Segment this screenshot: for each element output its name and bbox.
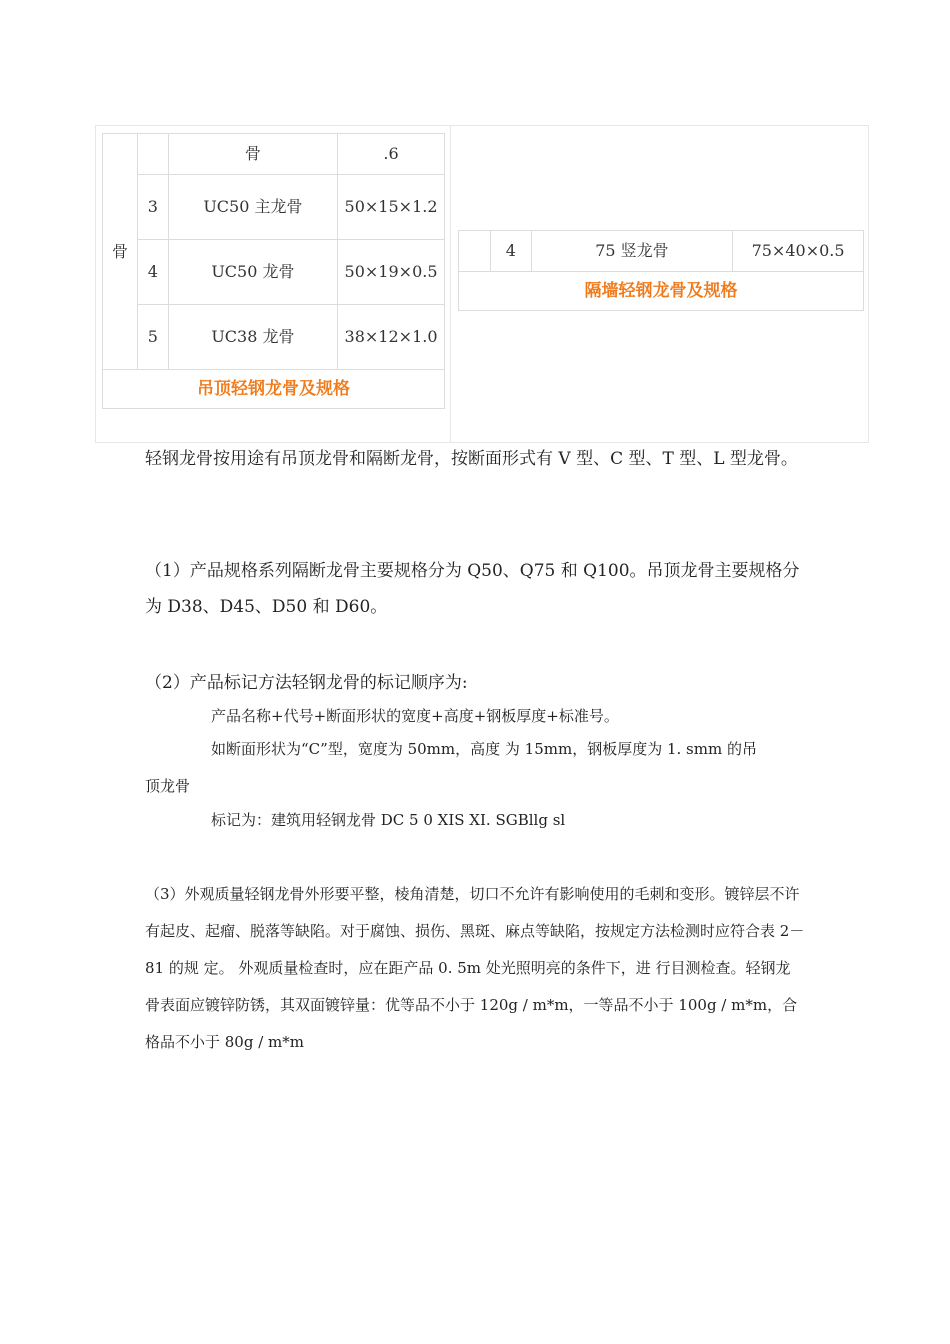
row-blank-cell xyxy=(459,231,491,272)
row-name-cell: UC38 龙骨 xyxy=(168,305,337,370)
table-caption: 吊顶轻钢龙骨及规格 xyxy=(103,370,445,409)
table-caption-row xyxy=(459,272,864,311)
partition-keel-spec-table xyxy=(458,230,864,311)
marking-result-line: 标记为：建筑用轻钢龙骨 DC 5 0 XIS XI. SGBllg sl xyxy=(211,811,566,829)
row-name-cell: 骨 xyxy=(168,134,337,175)
table-caption: 隔墙轻钢龙骨及规格 xyxy=(459,272,864,311)
table-row xyxy=(103,175,445,240)
row-spec-cell: 38×12×1.0 xyxy=(338,305,445,370)
appearance-quality-paragraph: （3）外观质量轻钢龙骨外形要平整，棱角清楚，切口不允许有影响使用的毛刺和变形。镀锌层不许有起皮、起瘤、脱落等缺陷。对于腐蚀、损伤、黑斑、麻点等缺陷，按规定方法检测时应符合表 2－81 的规 定。 外观质量检查时，应在距产品 0. 5m 处光照明亮的条件下，进 行目测检查。轻钢龙骨表面应镀锌防锈，其双面镀锌量：优等品不小于 120g / m*m，一等品不小于 100g / m*m，合格品不小于 80g / m*m xyxy=(145,885,805,1051)
table-frame-divider xyxy=(450,125,451,443)
table-row xyxy=(103,134,445,175)
marking-method-heading: （2）产品标记方法轻钢龙骨的标记顺序为: xyxy=(145,673,468,693)
row-spec-cell: 50×15×1.2 xyxy=(338,175,445,240)
row-spec-cell: 75×40×0.5 xyxy=(733,231,864,272)
group-label-cell: 骨 xyxy=(103,134,138,370)
row-spec-cell: 50×19×0.5 xyxy=(338,240,445,305)
row-number-cell xyxy=(137,134,168,175)
ceiling-keel-spec-table xyxy=(102,133,445,409)
row-number-cell: 4 xyxy=(137,240,168,305)
spec-series-paragraph: （1）产品规格系列隔断龙骨主要规格分为 Q50、Q75 和 Q100。吊顶龙骨主要规格分为 D38、D45、D50 和 D60。 xyxy=(145,561,800,617)
marking-example-line: 如断面形状为“C”型，宽度为 50mm，高度 为 15mm，钢板厚度为 1. smm 的吊 xyxy=(211,740,757,758)
table-row xyxy=(103,305,445,370)
row-number-cell: 4 xyxy=(490,231,531,272)
row-name-cell: 75 竖龙骨 xyxy=(531,231,732,272)
row-name-cell: UC50 主龙骨 xyxy=(168,175,337,240)
marking-order-line: 产品名称+代号+断面形状的宽度+高度+钢板厚度+标准号。 xyxy=(211,707,619,725)
table-row xyxy=(103,240,445,305)
row-name-cell: UC50 龙骨 xyxy=(168,240,337,305)
row-number-cell: 5 xyxy=(137,305,168,370)
intro-paragraph: 轻钢龙骨按用途有吊顶龙骨和隔断龙骨，按断面形式有 V 型、C 型、T 型、L 型龙骨。 xyxy=(145,449,798,469)
table-row xyxy=(459,231,864,272)
table-caption-row xyxy=(103,370,445,409)
row-number-cell: 3 xyxy=(137,175,168,240)
row-spec-cell: .6 xyxy=(338,134,445,175)
marking-example-line-cont: 顶龙骨 xyxy=(145,777,191,795)
